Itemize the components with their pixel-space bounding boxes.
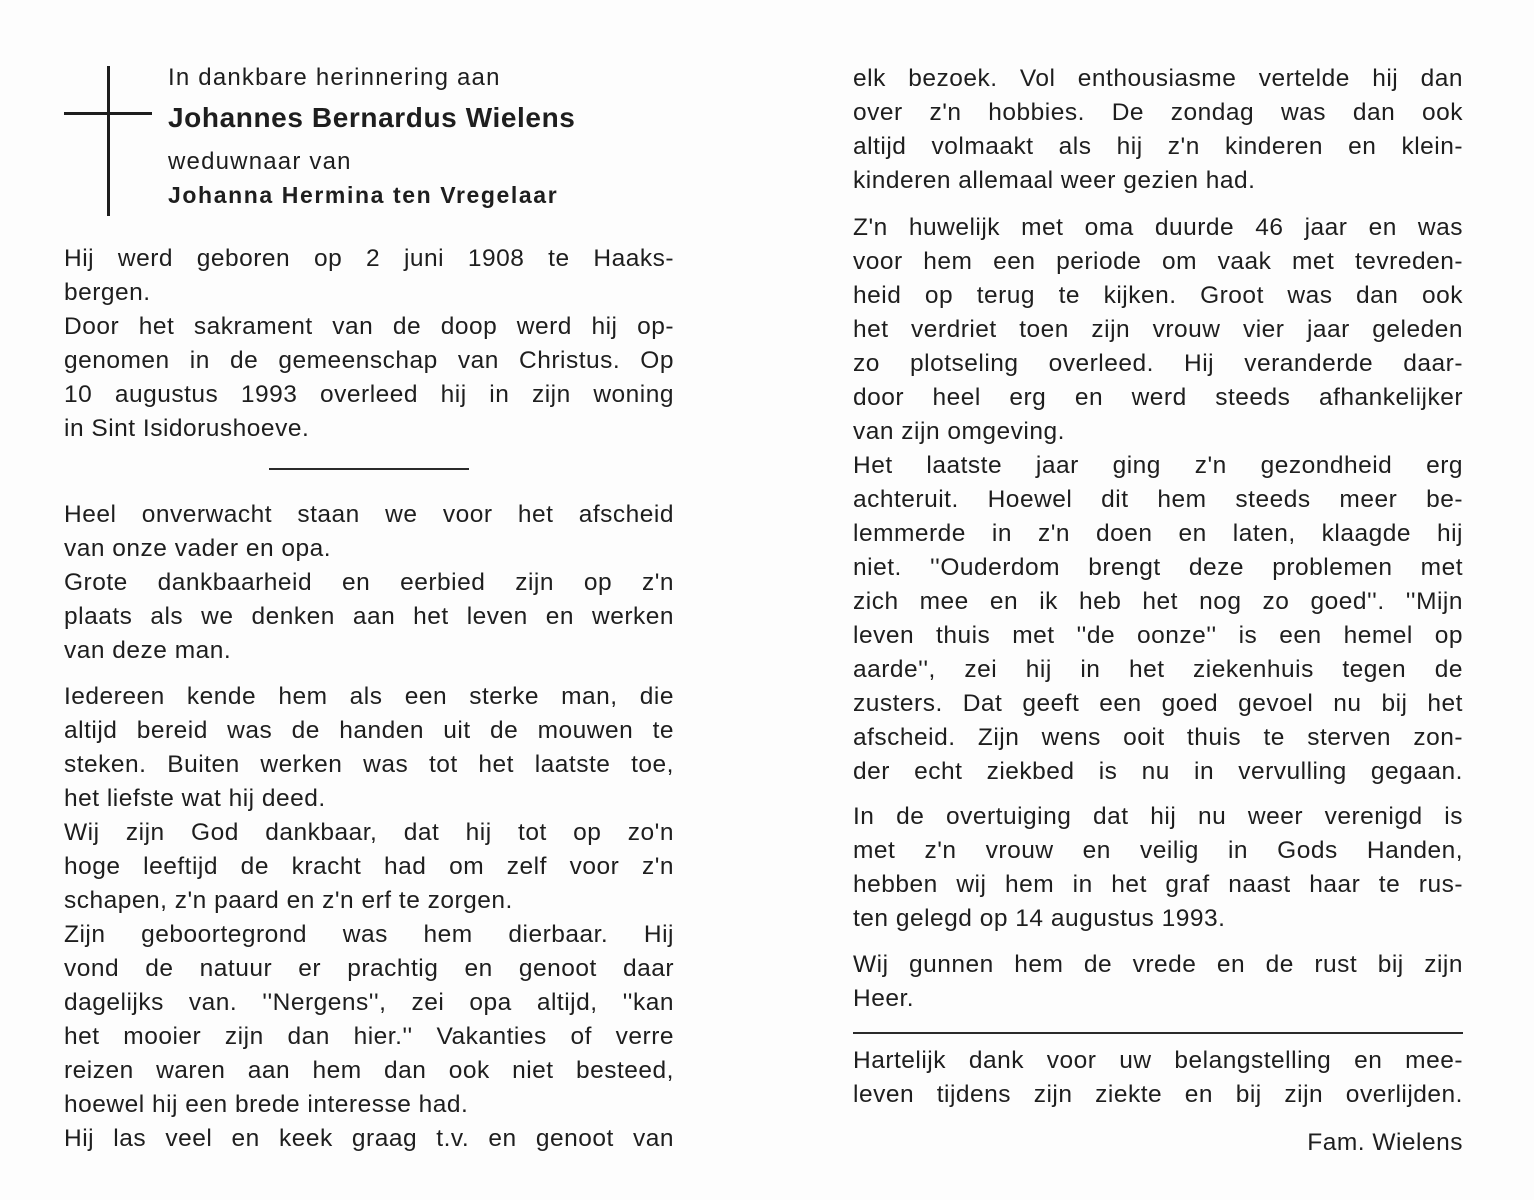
text-line: Heer. <box>853 985 915 1012</box>
text-line: Wij zijn God dankbaar, dat hij tot op zo'n <box>64 819 674 846</box>
text-line: Het laatste jaar ging z'n gezondheid erg <box>853 452 1463 479</box>
text-line: aarde'', zei hij in het ziekenhuis tegen de <box>853 656 1463 683</box>
burial-paragraph <box>853 800 1463 936</box>
text-line: van onze vader en opa. <box>64 535 332 562</box>
visits-paragraph <box>853 62 1463 198</box>
text-line: elk bezoek. Vol enthousiasme vertelde hij dan <box>853 65 1463 92</box>
text-line: genomen in de gemeenschap van Christus. Op <box>64 347 674 374</box>
text-line: lemmerde in z'n doen en laten, klaagde hij <box>853 520 1463 547</box>
thanks-paragraph <box>853 1044 1463 1112</box>
signature-block <box>853 1126 1463 1160</box>
birth-death-paragraph <box>64 242 674 446</box>
card-header <box>64 62 674 222</box>
text-line: Zijn geboortegrond was hem dierbaar. Hij <box>64 921 674 948</box>
marriage-paragraph <box>853 211 1463 789</box>
text-line: voor hem een periode om vaak met tevreden- <box>853 248 1463 275</box>
widower-of-label: weduwnaar van <box>168 148 352 175</box>
farewell-paragraph <box>64 498 674 668</box>
text-line: leven tijdens zijn ziekte en bij zijn overlijden. <box>853 1081 1463 1108</box>
text-line: Iedereen kende hem als een sterke man, die <box>64 683 674 710</box>
text-line: het liefste wat hij deed. <box>64 785 326 812</box>
text-line: afscheid. Zijn wens ooit thuis te sterven zon- <box>853 724 1463 751</box>
text-line: ten gelegd op 14 augustus 1993. <box>853 905 1226 932</box>
text-line: over z'n hobbies. De zondag was dan ook <box>853 99 1463 126</box>
text-line: zusters. Dat geeft een goed gevoel nu bij het <box>853 690 1463 717</box>
text-line: het mooier zijn dan hier.'' Vakanties of verre <box>64 1023 674 1050</box>
text-line: bergen. <box>64 279 151 306</box>
text-line: kinderen allemaal weer gezien had. <box>853 167 1256 194</box>
text-line: hoewel hij een brede interesse had. <box>64 1091 469 1118</box>
text-line: steken. Buiten werken was tot het laatste toe, <box>64 751 674 778</box>
text-line: achteruit. Hoewel dit hem steeds meer be- <box>853 486 1463 513</box>
text-line: het verdriet toen zijn vrouw vier jaar geleden <box>853 316 1463 343</box>
divider-short <box>269 468 469 470</box>
text-line: Door het sakrament van de doop werd hij op- <box>64 313 674 340</box>
divider-long <box>853 1032 1463 1034</box>
text-line: hoge leeftijd de kracht had om zelf voor z'n <box>64 853 674 880</box>
text-line: Hartelijk dank voor uw belangstelling en mee- <box>853 1047 1463 1074</box>
text-line: van deze man. <box>64 637 232 664</box>
text-line: heid op terug te kijken. Groot was dan ook <box>853 282 1463 309</box>
text-line: Wij gunnen hem de vrede en de rust bij zijn <box>853 951 1463 978</box>
family-signature: Fam. Wielens <box>1307 1129 1463 1156</box>
text-line: dagelijks van. ''Nergens'', zei opa altijd, ''kan <box>64 989 674 1016</box>
text-line: altijd bereid was de handen uit de mouwen te <box>64 717 674 744</box>
text-line: plaats als we denken aan het leven en werken <box>64 603 674 630</box>
text-line: Heel onverwacht staan we voor het afscheid <box>64 501 674 528</box>
text-line: in Sint Isidorushoeve. <box>64 415 310 442</box>
text-line: niet. ''Ouderdom brengt deze problemen met <box>853 554 1463 581</box>
text-line: Grote dankbaarheid en eerbied zijn op z'n <box>64 569 674 596</box>
text-line: altijd volmaakt als hij z'n kinderen en klein- <box>853 133 1463 160</box>
in-memory-heading: In dankbare herinnering aan <box>168 64 501 91</box>
text-line: Hij las veel en keek graag t.v. en genoot van <box>64 1125 674 1152</box>
cross-icon-vertical <box>107 66 110 216</box>
deceased-name: Johannes Bernardus Wielens <box>168 102 576 133</box>
text-line: vond de natuur er prachtig en genoot daar <box>64 955 674 982</box>
text-line: leven thuis met ''de oonze'' is een hemel op <box>853 622 1463 649</box>
cross-icon-horizontal <box>64 112 152 115</box>
text-line: van zijn omgeving. <box>853 418 1065 445</box>
peace-paragraph <box>853 948 1463 1016</box>
text-line: schapen, z'n paard en z'n erf te zorgen. <box>64 887 513 914</box>
spouse-name: Johanna Hermina ten Vregelaar <box>168 182 559 208</box>
text-line: met z'n vrouw en veilig in Gods Handen, <box>853 837 1463 864</box>
text-line: zich mee en ik heb het nog zo goed''. ''Mijn <box>853 588 1463 615</box>
text-line: Z'n huwelijk met oma duurde 46 jaar en was <box>853 214 1463 241</box>
text-line: reizen waren aan hem dan ook niet besteed, <box>64 1057 674 1084</box>
life-paragraph <box>64 680 674 1156</box>
text-line: In de overtuiging dat hij nu weer verenigd is <box>853 803 1463 830</box>
text-line: Hij werd geboren op 2 juni 1908 te Haaks- <box>64 245 674 272</box>
text-line: der echt ziekbed is nu in vervulling gegaan. <box>853 758 1463 785</box>
text-line: hebben wij hem in het graf naast haar te rus- <box>853 871 1463 898</box>
text-line: 10 augustus 1993 overleed hij in zijn woning <box>64 381 674 408</box>
text-line: zo plotseling overleed. Hij veranderde daar- <box>853 350 1463 377</box>
text-line: door heel erg en werd steeds afhankelijker <box>853 384 1463 411</box>
